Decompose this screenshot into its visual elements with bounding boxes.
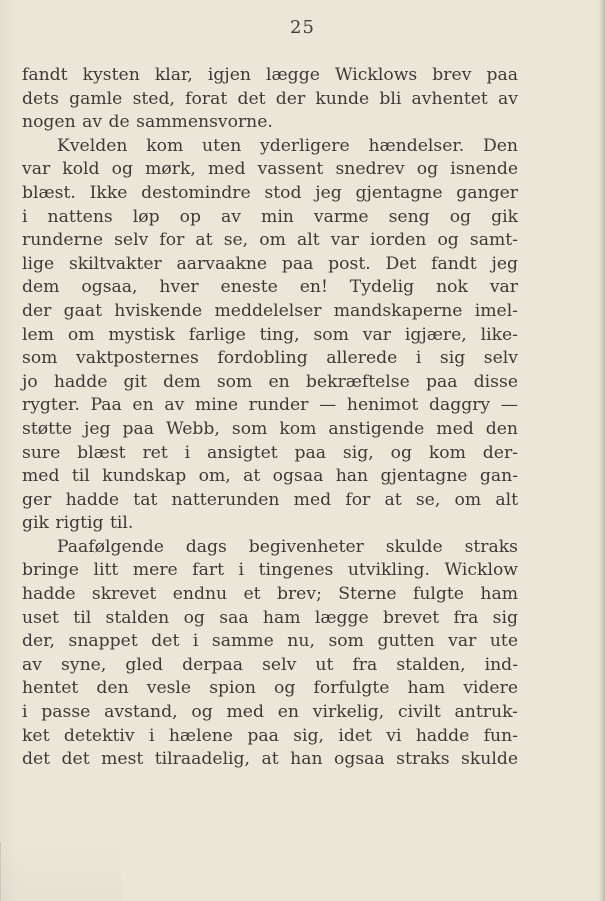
text-line: dets gamle sted, forat det der kunde bli avhentet av	[22, 88, 518, 109]
text-line: rygter. Paa en av mine runder — henimot daggry —	[22, 395, 518, 416]
text-line: jo hadde git dem som en bekræftelse paa disse	[22, 371, 518, 392]
text-line: dem ogsaa, hver eneste en! Tydelig nok var	[22, 277, 518, 298]
text-line: var kold og mørk, med vassent snedrev og isnende	[22, 159, 518, 180]
text-line: hentet den vesle spion og forfulgte ham videre	[22, 678, 518, 699]
text-line: der gaat hviskende meddelelser mandskaperne imel-	[22, 300, 518, 321]
text-line: uset til stalden og saa ham lægge brevet fra sig	[22, 607, 518, 628]
text-line: lem om mystisk farlige ting, som var igjære, like-	[22, 324, 518, 345]
text-line: i passe avstand, og med en virkelig, civilt antruk-	[22, 702, 518, 723]
text-line: fandt kysten klar, igjen lægge Wicklows brev paa	[22, 65, 518, 85]
text-line: av syne, gled derpaa selv ut fra stalden, ind-	[22, 654, 518, 675]
page-corner-mark	[0, 842, 121, 901]
text-line: der, snappet det i samme nu, som gutten var ute	[22, 631, 518, 652]
text-line: med til kundskap om, at ogsaa han gjentagne gan-	[22, 466, 518, 487]
text-line: støtte jeg paa Webb, som kom anstigende med den	[22, 418, 518, 439]
text-line: ger hadde tat natterunden med for at se, om alt	[22, 489, 518, 510]
text-line: Kvelden kom uten yderligere hændelser. Den	[57, 135, 518, 156]
body-text	[22, 64, 518, 772]
text-line: gik rigtig til.	[22, 513, 134, 534]
text-line: blæst. Ikke destomindre stod jeg gjentagne ganger	[22, 182, 518, 203]
text-line: i nattens løp op av min varme seng og gik	[22, 206, 518, 227]
text-line: hadde skrevet endnu et brev; Sterne fulgte ham	[22, 584, 518, 605]
text-line: ket detektiv i hælene paa sig, idet vi hadde fun-	[22, 725, 518, 746]
text-line: nogen av de sammensvorne.	[22, 112, 273, 133]
text-line: Paafølgende dags begivenheter skulde straks	[57, 536, 518, 557]
page-number: 25	[290, 17, 315, 38]
page-edge-shadow	[599, 0, 605, 901]
text-line: runderne selv for at se, om alt var iorden og samt-	[22, 230, 518, 251]
text-line: lige skiltvakter aarvaakne paa post. Det fandt jeg	[22, 253, 518, 274]
text-line: bringe litt mere fart i tingenes utvikling. Wicklow	[22, 560, 518, 581]
text-line: det det mest tilraadelig, at han ogsaa straks skulde	[22, 749, 518, 770]
text-line: som vaktposternes fordobling allerede i sig selv	[22, 348, 518, 369]
text-line: sure blæst ret i ansigtet paa sig, og kom der-	[22, 442, 518, 463]
